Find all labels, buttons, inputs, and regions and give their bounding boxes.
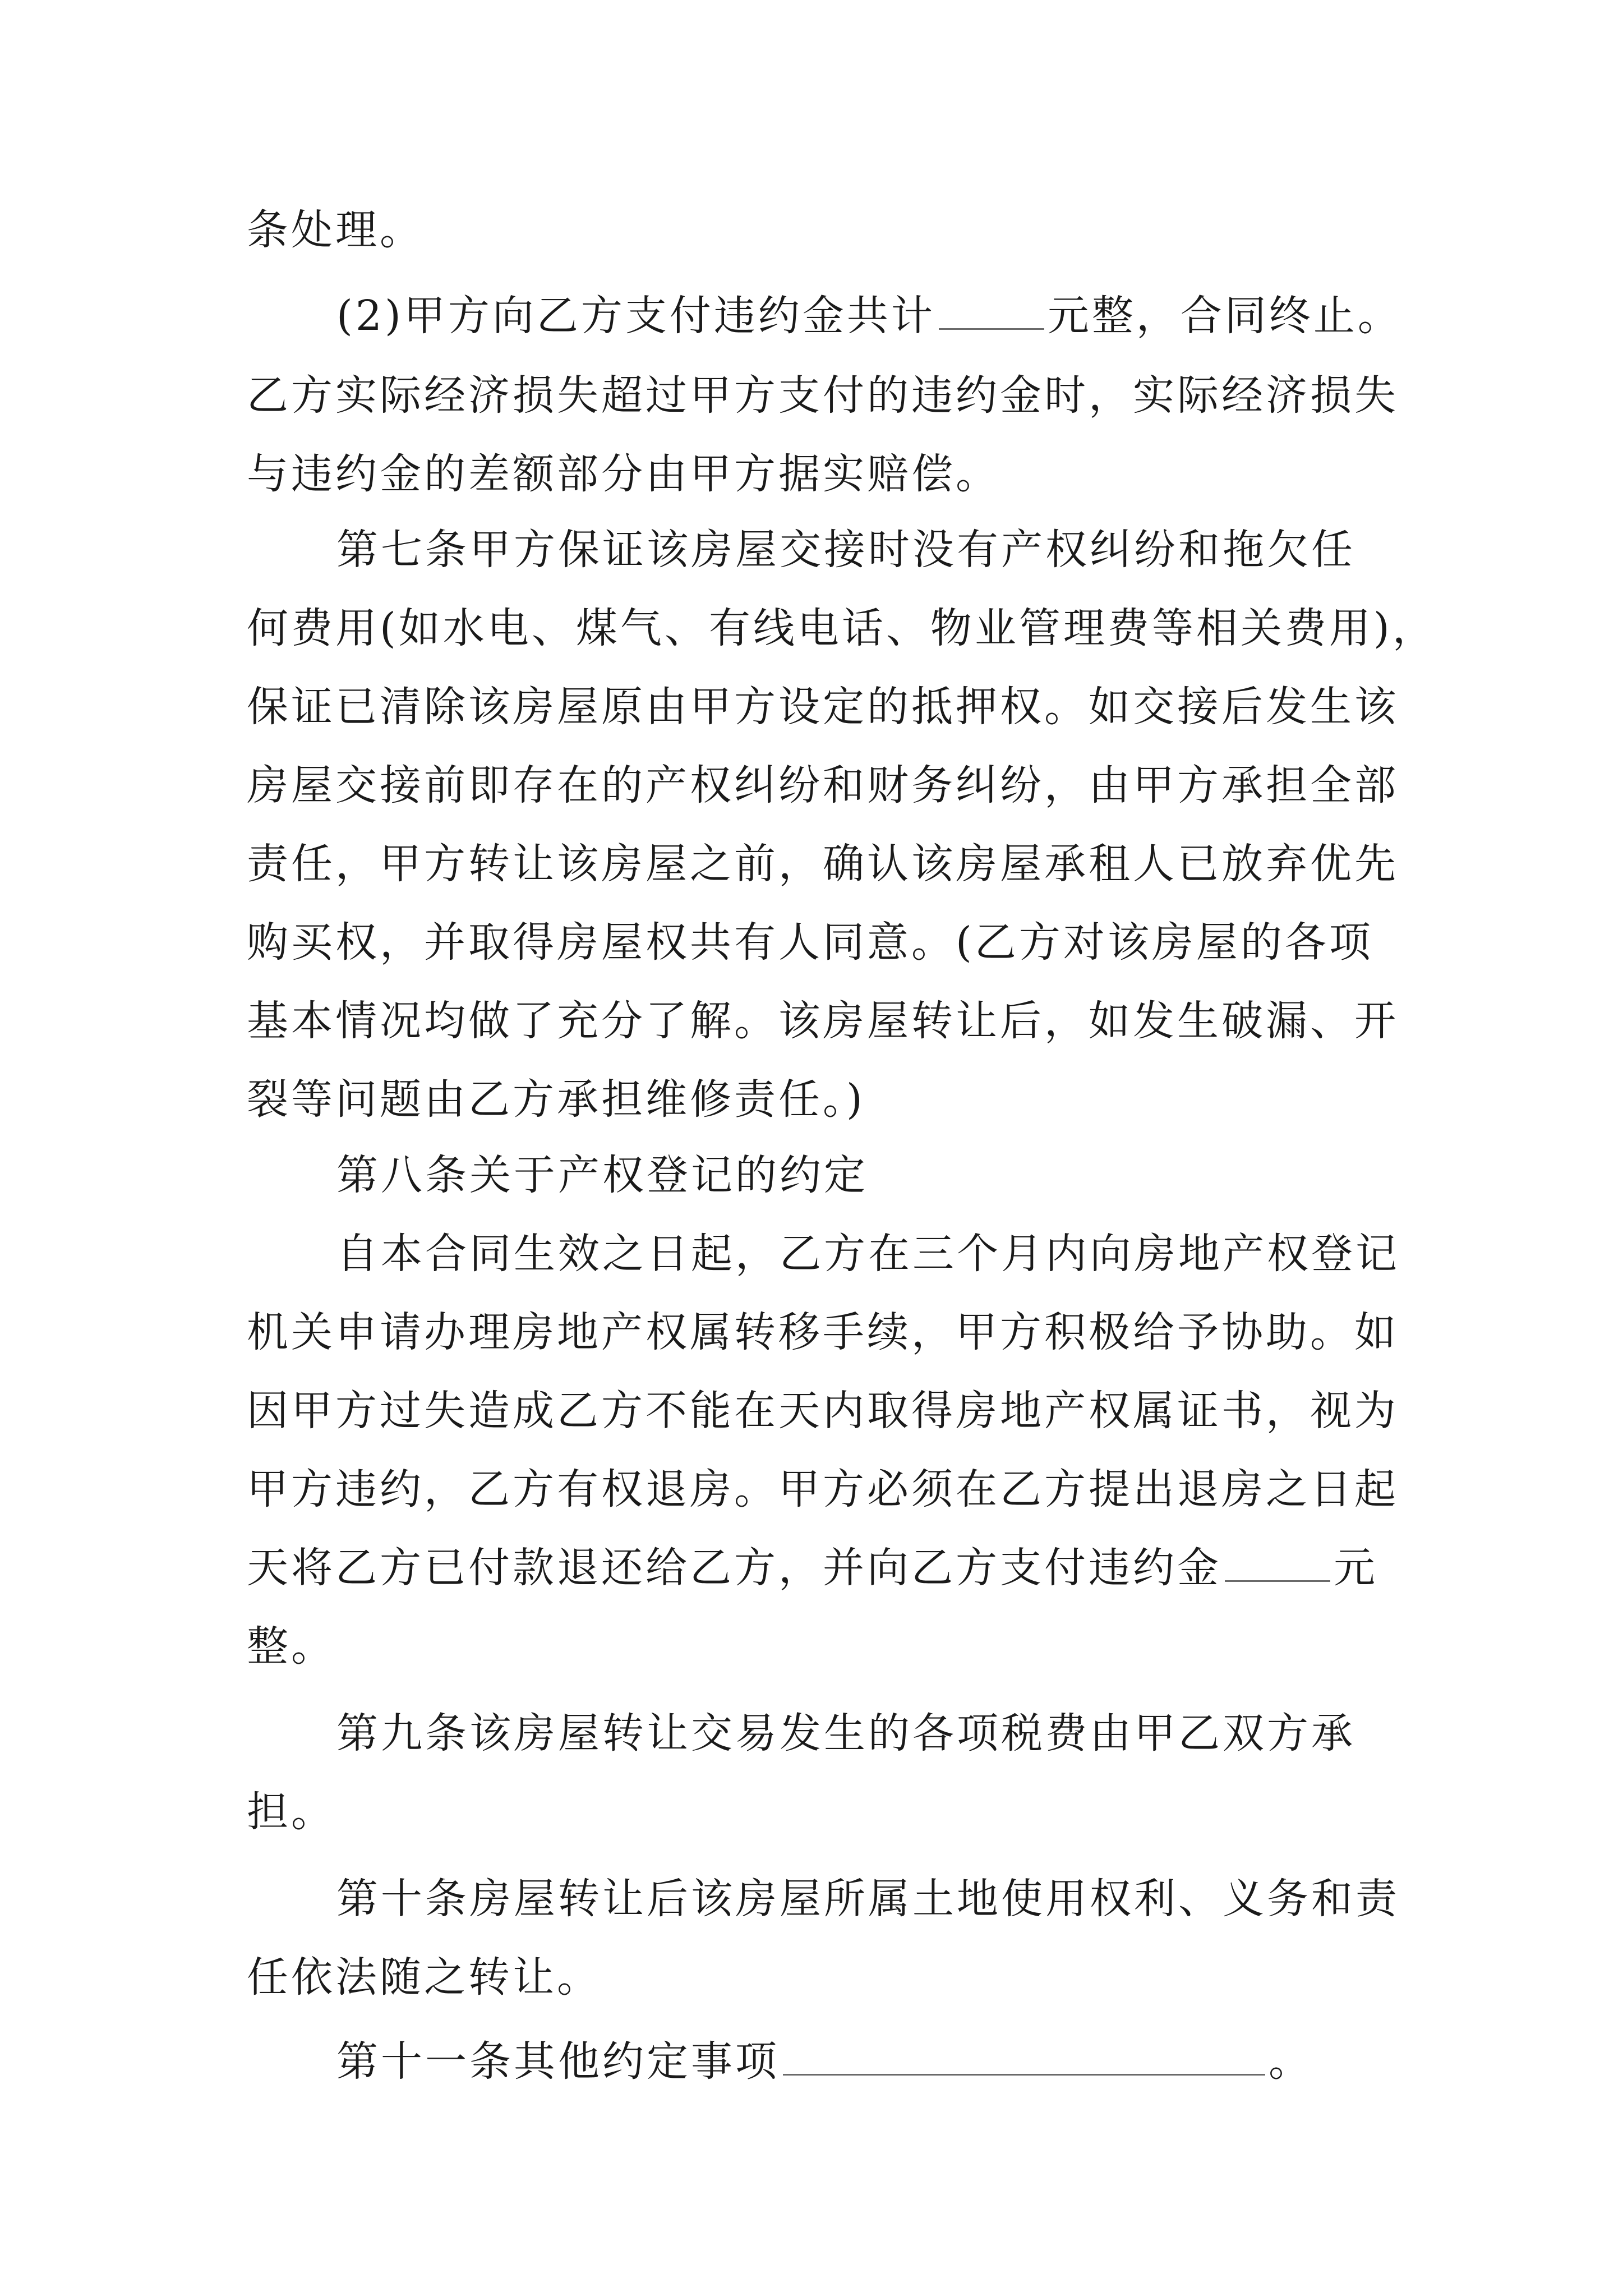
line-text: 第八条关于产权登记的约定 <box>336 1151 868 1199</box>
line-text: (2)甲方向乙方支付违约金共计 <box>336 292 935 340</box>
text-line <box>336 2036 1313 2087</box>
text-line <box>247 1307 1399 1358</box>
text-line <box>247 1543 1378 1593</box>
line-text: 基本情况均做了充分了解。该房屋转让后，如发生破漏、开 <box>247 997 1399 1045</box>
text-line <box>247 1464 1399 1515</box>
line-text: 条处理。 <box>247 206 424 254</box>
text-line <box>247 682 1399 732</box>
line-text: 裂等问题由乙方承担维修责任。) <box>247 1075 865 1124</box>
line-text: 担。 <box>247 1788 335 1836</box>
text-line <box>247 1621 335 1672</box>
blank-underline <box>783 2038 1265 2076</box>
line-text: 第九条该房屋转让交易发生的各项税费由甲乙双方承 <box>336 1709 1355 1757</box>
text-line <box>247 760 1399 811</box>
text-line <box>247 1074 865 1125</box>
text-line <box>247 449 1000 499</box>
text-line <box>247 205 424 255</box>
line-text: 第七条甲方保证该房屋交接时没有产权纠纷和拖欠任 <box>336 526 1355 574</box>
line-text: 整。 <box>247 1622 335 1671</box>
line-text: 第十一条其他约定事项 <box>336 2037 780 2086</box>
text-line <box>336 524 1355 575</box>
text-line <box>247 1952 601 2003</box>
section-heading <box>336 1150 868 1200</box>
text-line <box>336 1874 1400 1924</box>
text-line <box>336 1708 1355 1759</box>
line-text: 何费用(如水电、煤气、有线电话、物业管理费等相关费用)， <box>247 604 1437 652</box>
line-text: 责任，甲方转让该房屋之前，确认该房屋承租人已放弃优先 <box>247 840 1399 888</box>
line-text: 因甲方过失造成乙方不能在天内取得房地产权属证书，视为 <box>247 1387 1399 1435</box>
line-text: 机关申请办理房地产权属转移手续，甲方积极给予协助。如 <box>247 1308 1399 1356</box>
line-text: 第十条房屋转让后该房屋所属土地使用权利、义务和责 <box>336 1875 1400 1923</box>
text-line <box>247 370 1399 421</box>
text-line <box>247 996 1399 1046</box>
line-text: 与违约金的差额部分由甲方据实赔偿。 <box>247 450 1000 498</box>
line-text: 购买权，并取得房屋权共有人同意。(乙方对该房屋的各项 <box>247 918 1373 967</box>
line-text: 任依法随之转让。 <box>247 1953 601 2001</box>
text-line <box>336 291 1402 341</box>
line-text: 天将乙方已付款退还给乙方，并向乙方支付违约金 <box>247 1544 1221 1592</box>
line-text: 元整，合同终止。 <box>1047 292 1402 340</box>
line-text: 房屋交接前即存在的产权纠纷和财务纠纷，由甲方承担全部 <box>247 761 1399 809</box>
text-line <box>247 603 1437 654</box>
blank-underline <box>939 292 1044 330</box>
text-line <box>247 839 1399 889</box>
line-text: 。 <box>1269 2037 1313 2086</box>
text-line <box>247 1787 335 1837</box>
text-line <box>247 1386 1399 1436</box>
text-line <box>336 1228 1400 1279</box>
blank-underline <box>1225 1544 1330 1582</box>
line-text: 元 <box>1334 1544 1378 1592</box>
text-line <box>247 917 1373 968</box>
line-text: 乙方实际经济损失超过甲方支付的违约金时，实际经济损失 <box>247 371 1399 420</box>
line-text: 自本合同生效之日起，乙方在三个月内向房地产权登记 <box>336 1230 1400 1278</box>
line-text: 保证已清除该房屋原由甲方设定的抵押权。如交接后发生该 <box>247 683 1399 731</box>
line-text: 甲方违约，乙方有权退房。甲方必须在乙方提出退房之日起 <box>247 1465 1399 1513</box>
